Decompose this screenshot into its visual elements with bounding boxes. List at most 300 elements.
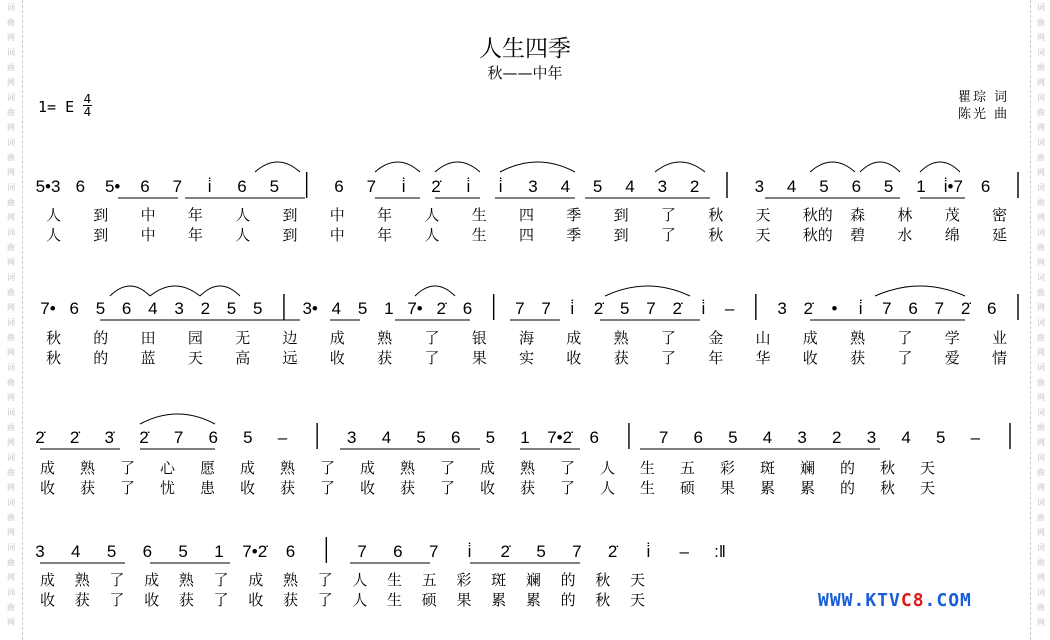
lyric-syllable: 人 — [352, 591, 368, 609]
lyric-syllable: 到 — [282, 226, 298, 244]
lyric-syllable: 收 — [144, 591, 160, 609]
note: 1 — [214, 542, 224, 561]
lyric-syllable: 业 — [992, 329, 1008, 347]
lyric-syllable: 秋 — [46, 349, 62, 367]
note: 6 — [851, 177, 862, 196]
watermark-char: 曲 — [7, 198, 15, 207]
lyric-syllable: 生 — [387, 591, 403, 609]
lyric-syllable: 人 — [235, 206, 251, 224]
note: i̇ — [858, 299, 863, 318]
note: 6 — [69, 299, 79, 318]
watermark-char: 词 — [1037, 543, 1045, 552]
note: 4 — [786, 177, 797, 196]
lyric-syllable: 秋的 — [802, 226, 833, 244]
lyric-syllable: 熟 — [282, 571, 298, 589]
lyric-syllable: 秋 — [880, 479, 896, 497]
note: 4 — [381, 428, 392, 447]
watermark-char: 网 — [7, 573, 15, 582]
lyric-syllable: 的 — [93, 329, 109, 347]
note: i̇ — [467, 542, 472, 561]
lyric-syllable: 碧 — [850, 226, 866, 244]
composer-credit: 陈光 曲 — [958, 107, 1010, 122]
watermark-char: 曲 — [1037, 378, 1045, 387]
lyric-syllable: 五 — [680, 459, 696, 477]
slur-arc — [140, 414, 215, 424]
lyric-syllable: 中 — [140, 226, 156, 244]
lyric-syllable: 了 — [440, 479, 456, 497]
lyric-syllable: 人 — [424, 226, 440, 244]
watermark-char: 曲 — [1037, 468, 1045, 477]
lyric-syllable: 秋 — [880, 459, 896, 477]
note: 7 — [515, 299, 525, 318]
note: 6 — [285, 542, 296, 561]
lyric-syllable: 四 — [519, 226, 535, 244]
lyric-syllable: 海 — [519, 329, 535, 347]
note: 2̇ — [960, 299, 971, 318]
note: i̇ — [570, 299, 575, 318]
lyric-syllable: 收 — [40, 479, 56, 497]
note: 7 — [172, 177, 183, 196]
watermark-char: 曲 — [7, 333, 15, 342]
note: 2̇ — [139, 428, 149, 447]
lyric-syllable: 收 — [360, 479, 376, 497]
lyric-syllable: 斑 — [491, 571, 507, 589]
lyric-syllable: 中 — [140, 206, 156, 224]
lyric-syllable: 收 — [329, 349, 345, 367]
note: 7 — [366, 177, 377, 196]
note: 3 — [866, 428, 877, 447]
note: 6 — [142, 542, 153, 561]
watermark-char: 曲 — [7, 243, 15, 252]
lyric-syllable: 硕 — [421, 591, 437, 609]
lyric-syllable: 收 — [40, 591, 56, 609]
lyric-syllable: 成 — [144, 571, 160, 589]
lyric-syllable: 人 — [352, 571, 368, 589]
lyric-syllable: 生 — [640, 479, 656, 497]
watermark-char: 网 — [1037, 213, 1045, 222]
lyric-syllable: 成 — [240, 459, 256, 477]
lyric-syllable: 忧 — [160, 479, 176, 497]
note: 5 — [536, 542, 546, 561]
lyric-syllable: 年 — [377, 226, 393, 244]
lyric-syllable: 了 — [660, 329, 676, 347]
watermark-char: 网 — [1037, 348, 1045, 357]
lyric-syllable: 成 — [248, 571, 264, 589]
watermark-char: 词 — [1037, 183, 1045, 192]
watermark-char: 网 — [1037, 528, 1045, 537]
lyric-syllable: 成 — [802, 329, 818, 347]
note: 1 — [520, 428, 530, 447]
lyric-syllable: 天 — [630, 571, 646, 589]
lyric-syllable: 无 — [235, 329, 251, 347]
watermark-char: 曲 — [7, 63, 15, 72]
note: 2̇ — [431, 177, 441, 196]
lyric-syllable: 获 — [377, 349, 393, 367]
lyric-syllable: 人 — [46, 206, 62, 224]
note: 2̇ — [436, 299, 446, 318]
slur-arc — [920, 162, 960, 172]
website-logo[interactable]: WWW.KTVC8.COM — [818, 590, 972, 611]
lyric-syllable: 熟 — [80, 459, 96, 477]
note: 5 — [416, 428, 426, 447]
watermark-char: 词 — [1037, 318, 1045, 327]
watermark-char: 网 — [7, 348, 15, 357]
note: 6 — [450, 428, 461, 447]
lyric-syllable: 获 — [280, 479, 296, 497]
note: 7 — [882, 299, 892, 318]
note: 7 — [357, 542, 367, 561]
lyric-syllable: 高 — [235, 349, 251, 367]
note: 6 — [589, 428, 600, 447]
note: 2̇ — [803, 299, 814, 318]
slur-arc — [500, 162, 575, 172]
watermark-char: 词 — [1037, 138, 1045, 147]
lyric-syllable: 田 — [140, 329, 156, 347]
note: 7•2̇ — [547, 428, 573, 447]
lyric-syllable: 熟 — [613, 329, 629, 347]
watermark-char: 词 — [1037, 588, 1045, 597]
dash-note: – — [679, 542, 689, 561]
lyric-syllable: 了 — [897, 329, 913, 347]
lyric-syllable: 了 — [320, 479, 336, 497]
note: 3 — [657, 177, 668, 196]
watermark-char: 词 — [7, 408, 15, 417]
note: 4 — [625, 177, 635, 196]
lyric-syllable: 到 — [282, 206, 298, 224]
watermark-char: 曲 — [7, 288, 15, 297]
lyric-syllable: 成 — [40, 459, 56, 477]
lyric-syllable: 天 — [920, 459, 936, 477]
watermark-char: 曲 — [1037, 423, 1045, 432]
lyric-syllable: 了 — [897, 349, 913, 367]
note: 3 — [754, 177, 765, 196]
lyric-syllable: 获 — [520, 479, 536, 497]
lyric-syllable: 人 — [46, 226, 62, 244]
watermark-char: 网 — [1037, 78, 1045, 87]
lyric-syllable: 林 — [897, 206, 913, 224]
watermark-char: 网 — [1037, 438, 1045, 447]
lyric-syllable: 硕 — [680, 479, 696, 497]
lyric-syllable: 累 — [800, 479, 816, 497]
watermark-char: 曲 — [1037, 558, 1045, 567]
lyric-syllable: 四 — [519, 206, 535, 224]
lyric-syllable: 熟 — [280, 459, 296, 477]
note: 5 — [819, 177, 829, 196]
slur-arc — [605, 286, 690, 296]
note: 2̇ — [500, 542, 510, 561]
lyric-syllable: 金 — [708, 329, 724, 347]
note: 5 — [106, 542, 117, 561]
note: i̇ — [646, 542, 651, 561]
note: i̇ — [701, 299, 706, 318]
lyric-syllable: 到 — [613, 206, 629, 224]
lyric-syllable: 了 — [120, 459, 136, 477]
lyric-syllable: 收 — [480, 479, 496, 497]
lyric-syllable: 果 — [456, 591, 472, 609]
note: 4 — [331, 299, 342, 318]
note: 2 — [689, 177, 700, 196]
lyric-syllable: 获 — [850, 349, 866, 367]
lyric-syllable: 密 — [992, 206, 1008, 224]
watermark-char: 词 — [7, 183, 15, 192]
note: 3 — [797, 428, 807, 447]
lyric-syllable: 了 — [213, 591, 229, 609]
lyric-syllable: 获 — [613, 349, 629, 367]
lyric-syllable: 斓 — [800, 459, 816, 477]
lyric-syllable: 成 — [40, 571, 56, 589]
lyric-syllable: 收 — [566, 349, 582, 367]
dash-note: – — [970, 428, 981, 447]
dash-note: – — [277, 428, 288, 447]
note: 4 — [560, 177, 571, 196]
note: 7 — [646, 299, 656, 318]
lyric-syllable: 累 — [760, 479, 776, 497]
watermark-char: 词 — [1037, 498, 1045, 507]
lyric-syllable: 中 — [329, 206, 345, 224]
lyric-syllable: 中 — [329, 226, 345, 244]
slur-arc — [860, 162, 900, 172]
note: 5• — [104, 177, 121, 196]
lyric-syllable: 秋 — [595, 571, 611, 589]
watermark-char: 网 — [7, 213, 15, 222]
dash-note: – — [724, 299, 735, 318]
watermark-char: 曲 — [1037, 603, 1045, 612]
lyric-syllable: 绵 — [944, 226, 960, 244]
lyric-syllable: 的 — [560, 591, 576, 609]
lyric-syllable: 远 — [282, 349, 298, 367]
watermark-char: 曲 — [7, 468, 15, 477]
lyric-syllable: 获 — [80, 479, 96, 497]
note: 2̇ — [69, 428, 80, 447]
slur-arc — [435, 162, 480, 172]
note: 7 — [173, 428, 184, 447]
note: 6 — [237, 177, 247, 196]
lyric-syllable: 茂 — [944, 206, 960, 224]
lyric-syllable: 心 — [160, 459, 176, 477]
watermark-char: 曲 — [1037, 198, 1045, 207]
note: 5 — [883, 177, 894, 196]
note: 2 — [832, 428, 842, 447]
slur-arc — [810, 162, 855, 172]
watermark-char: 曲 — [7, 153, 15, 162]
lyric-syllable: 成 — [566, 329, 582, 347]
lyric-syllable: 熟 — [520, 459, 536, 477]
watermark-char: 曲 — [7, 18, 15, 27]
watermark-char: 网 — [7, 123, 15, 132]
watermark-char: 词 — [1037, 408, 1045, 417]
lyric-syllable: 秋 — [46, 329, 62, 347]
watermark-char: 曲 — [1037, 513, 1045, 522]
watermark-char: 词 — [7, 273, 15, 282]
lyric-syllable: 生 — [640, 459, 656, 477]
lyric-syllable: 获 — [178, 591, 194, 609]
lyric-syllable: 获 — [400, 479, 416, 497]
watermark-char: 曲 — [7, 423, 15, 432]
watermark-char: 网 — [1037, 483, 1045, 492]
slur-arc — [375, 162, 420, 172]
lyric-syllable: 生 — [471, 206, 487, 224]
note: 2̇ — [607, 542, 618, 561]
watermark-char: 网 — [7, 528, 15, 537]
watermark-char: 网 — [1037, 618, 1045, 627]
note: 4 — [762, 428, 773, 447]
note: 6 — [462, 299, 473, 318]
lyric-syllable: 了 — [109, 571, 125, 589]
lyric-syllable: 水 — [897, 226, 913, 244]
lyric-syllable: 的 — [840, 459, 856, 477]
note: 7• — [40, 299, 56, 318]
note: 5 — [269, 177, 280, 196]
song-title: 人生四季 — [479, 36, 571, 62]
song-subtitle: 秋——中年 — [487, 64, 563, 82]
key-signature: 1= E — [38, 98, 75, 116]
time-sig-denominator: 4 — [83, 105, 92, 119]
slur-arc — [150, 286, 200, 296]
note: 3• — [302, 299, 318, 318]
lyric-syllable: 熟 — [850, 329, 866, 347]
lyric-syllable: 山 — [755, 329, 771, 347]
watermark-char: 网 — [1037, 303, 1045, 312]
lyric-syllable: 到 — [613, 226, 629, 244]
note: 6 — [140, 177, 150, 196]
lyric-syllable: 熟 — [400, 459, 416, 477]
lyric-syllable: 秋的 — [802, 206, 833, 224]
note: 6 — [75, 177, 86, 196]
note: 7• — [407, 299, 423, 318]
lyric-syllable: 人 — [235, 226, 251, 244]
note: 3 — [347, 428, 357, 447]
note: 6 — [693, 428, 703, 447]
watermark-char: 词 — [1037, 273, 1045, 282]
watermark-char: 词 — [1037, 453, 1045, 462]
note: 7 — [541, 299, 551, 318]
note: 7 — [934, 299, 945, 318]
lyric-syllable: 五 — [421, 571, 437, 589]
lyric-syllable: 园 — [187, 329, 203, 347]
note: 1 — [916, 177, 926, 196]
lyric-syllable: 秋 — [708, 226, 724, 244]
slur-arc — [875, 286, 965, 296]
note: 3 — [777, 299, 787, 318]
watermark-char: 词 — [7, 3, 15, 12]
lyric-syllable: 熟 — [74, 571, 90, 589]
note: 5 — [243, 428, 253, 447]
watermark-char: 网 — [7, 33, 15, 42]
note: 5 — [226, 299, 237, 318]
lyric-syllable: 愿 — [200, 459, 216, 477]
note: 6 — [980, 177, 991, 196]
watermark-char: 网 — [7, 438, 15, 447]
lyric-syllable: 森 — [850, 206, 866, 224]
note: 4 — [71, 542, 81, 561]
lyricist-credit: 瞿琮 词 — [958, 90, 1010, 105]
lyric-syllable: 银 — [471, 329, 487, 347]
lyric-syllable: 了 — [660, 206, 676, 224]
lyric-syllable: 秋 — [595, 591, 611, 609]
lyric-syllable: 延 — [992, 226, 1008, 244]
lyric-syllable: 情 — [992, 349, 1008, 367]
lyric-syllable: 累 — [491, 591, 507, 609]
note: 1 — [384, 299, 394, 318]
note: 7•2̇ — [242, 542, 268, 561]
watermark-char: 词 — [7, 363, 15, 372]
lyric-syllable: 天 — [630, 591, 646, 609]
note: 6 — [987, 299, 997, 318]
note: 5 — [935, 428, 946, 447]
note: i̇ — [401, 177, 406, 196]
lyric-syllable: 天 — [187, 349, 203, 367]
lyric-syllable: 收 — [240, 479, 256, 497]
note: i̇ — [207, 177, 212, 196]
note: 5 — [252, 299, 263, 318]
lyric-syllable: 彩 — [456, 571, 472, 589]
watermark-char: 曲 — [7, 108, 15, 117]
watermark-char: 词 — [1037, 93, 1045, 102]
lyric-syllable: 收 — [248, 591, 264, 609]
note: 5 — [592, 177, 603, 196]
lyric-syllable: 秋 — [708, 206, 724, 224]
lyric-syllable: 了 — [424, 349, 440, 367]
note: 5 — [95, 299, 106, 318]
lyric-syllable: 到 — [93, 206, 109, 224]
note: 5 — [357, 299, 368, 318]
lyric-syllable: 人 — [600, 479, 616, 497]
lyric-syllable: 了 — [440, 459, 456, 477]
note: i̇•7 — [943, 177, 963, 196]
lyric-syllable: 边 — [282, 329, 298, 347]
watermark-char: 曲 — [1037, 153, 1045, 162]
note: i̇ — [466, 177, 471, 196]
note: 3 — [35, 542, 45, 561]
lyric-syllable: 华 — [755, 349, 771, 367]
lyric-syllable: 成 — [360, 459, 376, 477]
note: 3̇ — [104, 428, 115, 447]
time-sig-numerator: 4 — [83, 92, 92, 106]
note: 6 — [908, 299, 918, 318]
lyric-syllable: 了 — [213, 571, 229, 589]
note: 2̇ — [35, 428, 45, 447]
watermark-char: 词 — [7, 228, 15, 237]
watermark-char: 词 — [7, 138, 15, 147]
lyric-syllable: 年 — [708, 349, 724, 367]
lyric-syllable: 获 — [282, 591, 298, 609]
note: 7 — [572, 542, 582, 561]
slur-arc — [415, 286, 455, 296]
watermark-char: 网 — [1037, 393, 1045, 402]
watermark-char: 网 — [1037, 123, 1045, 132]
lyric-syllable: 了 — [660, 349, 676, 367]
lyric-syllable: 学 — [944, 329, 960, 347]
watermark-char: 曲 — [1037, 63, 1045, 72]
note: 6 — [121, 299, 132, 318]
watermark-char: 网 — [1037, 33, 1045, 42]
note: i̇ — [498, 177, 503, 196]
lyric-syllable: 的 — [93, 349, 109, 367]
note: 4 — [148, 299, 158, 318]
lyric-syllable: 的 — [560, 571, 576, 589]
lyric-syllable: 熟 — [377, 329, 393, 347]
note: 4 — [901, 428, 911, 447]
lyric-syllable: 了 — [317, 591, 333, 609]
lyric-syllable: 熟 — [178, 571, 194, 589]
lyric-syllable: 生 — [387, 571, 403, 589]
watermark-char: 曲 — [7, 513, 15, 522]
watermark-char: 词 — [7, 93, 15, 102]
watermark-char: 曲 — [1037, 333, 1045, 342]
watermark-char: 网 — [7, 258, 15, 267]
watermark-char: 词 — [7, 543, 15, 552]
note: 6 — [208, 428, 218, 447]
